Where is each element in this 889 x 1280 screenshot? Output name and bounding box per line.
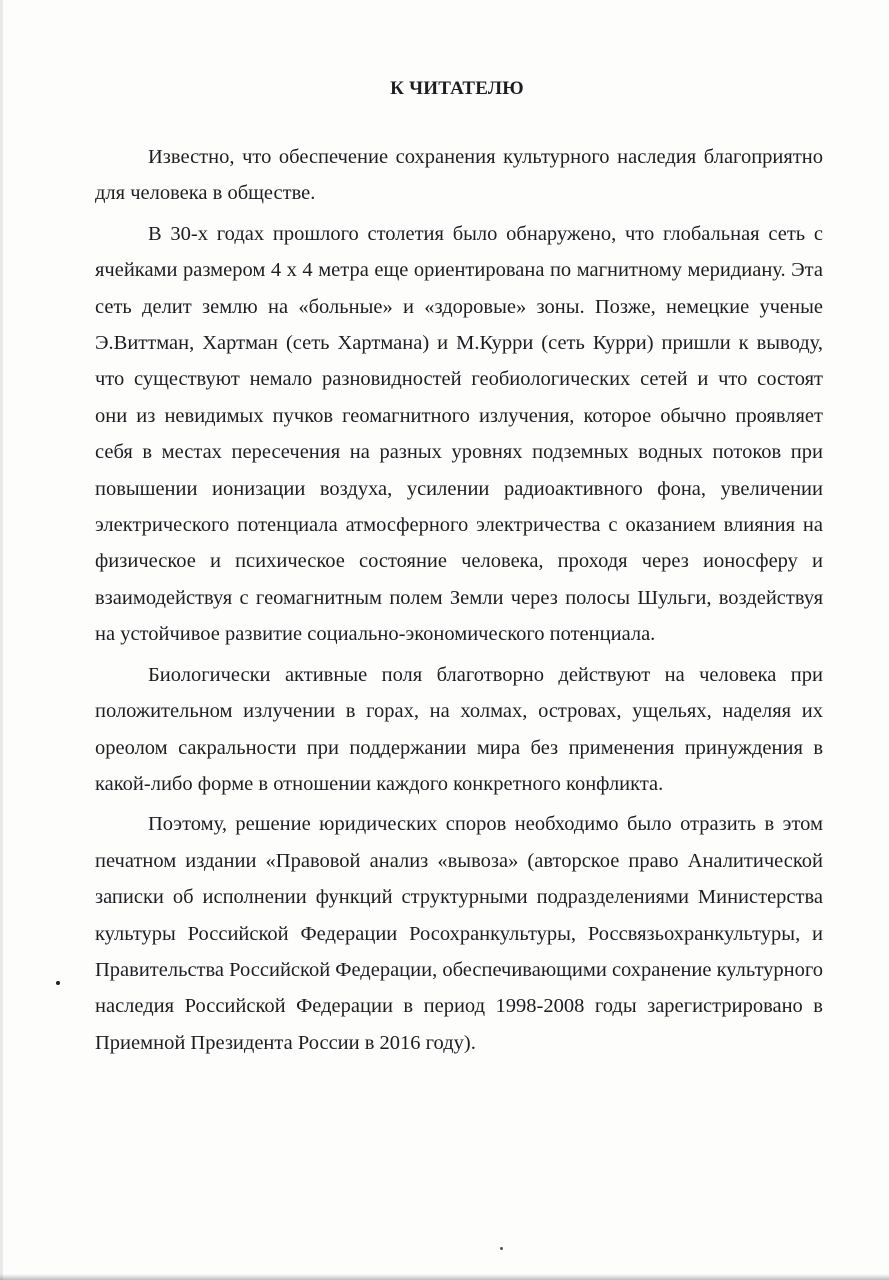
scan-speck <box>500 1247 503 1250</box>
scan-edge-shade <box>0 0 3 1280</box>
document-title: К ЧИТАТЕЛЮ <box>390 78 524 99</box>
document-body <box>95 139 823 1065</box>
paragraph-3: Биологически активные поля благотворно действуют на человека при положительном излучении в горах, на холмах, островах, ущельях, наделяя их ореолом сакральности при поддержании мира без применения принуждения в какой-либо форме в отношении каждого конкретного конфликта. <box>95 663 823 795</box>
scan-speck <box>56 981 60 985</box>
scan-bottom-edge <box>0 1274 889 1280</box>
paragraph-1: Известно, что обеспечение сохранения культурного наследия благоприятно для человека в обществе. <box>95 146 823 205</box>
paragraph-2: В 30-х годах прошлого столетия было обнаружено, что глобальная сеть с ячейками размером 4 х 4 метра еще ориентирована по магнитному меридиану. Эта сеть делит землю на «больные» и «здоровые» зоны. Позже, немецкие ученые Э.Виттман, Хартман (сеть Хартмана) и М.Курри (сеть Курри) пришли к выводу, что существуют немало разновидностей геобиологических сетей и что состоят они из невидимых пучков геомагнитного излучения, которое обычно проявляет себя в местах пересечения на разных уровнях подземных водных потоков при повышении ионизации воздуха, усилении радиоактивного фона, увеличении электрического потенциала атмосферного электричества с оказанием влияния на физическое и психическое состояние человека, проходя через ионосферу и взаимодействуя с геомагнитным полем Земли через полосы Шульги, воздействуя на устойчивое развитие социально-экономического потенциала. <box>95 222 823 646</box>
paragraph-4: Поэтому, решение юридических споров необходимо было отразить в этом печатном издании «Правовой анализ «вывоза» (авторское право Аналитической записки об исполнении функций структурными подразделениями Министерства культуры Российской Федерации Росохранкультуры, Россвязьохранкультуры, и Правительства Российской Федерации, обеспечивающими сохранение культурного наследия Российской Федерации в период 1998-2008 годы зарегистрировано в Приемной Президента России в 2016 году). <box>95 813 824 1054</box>
